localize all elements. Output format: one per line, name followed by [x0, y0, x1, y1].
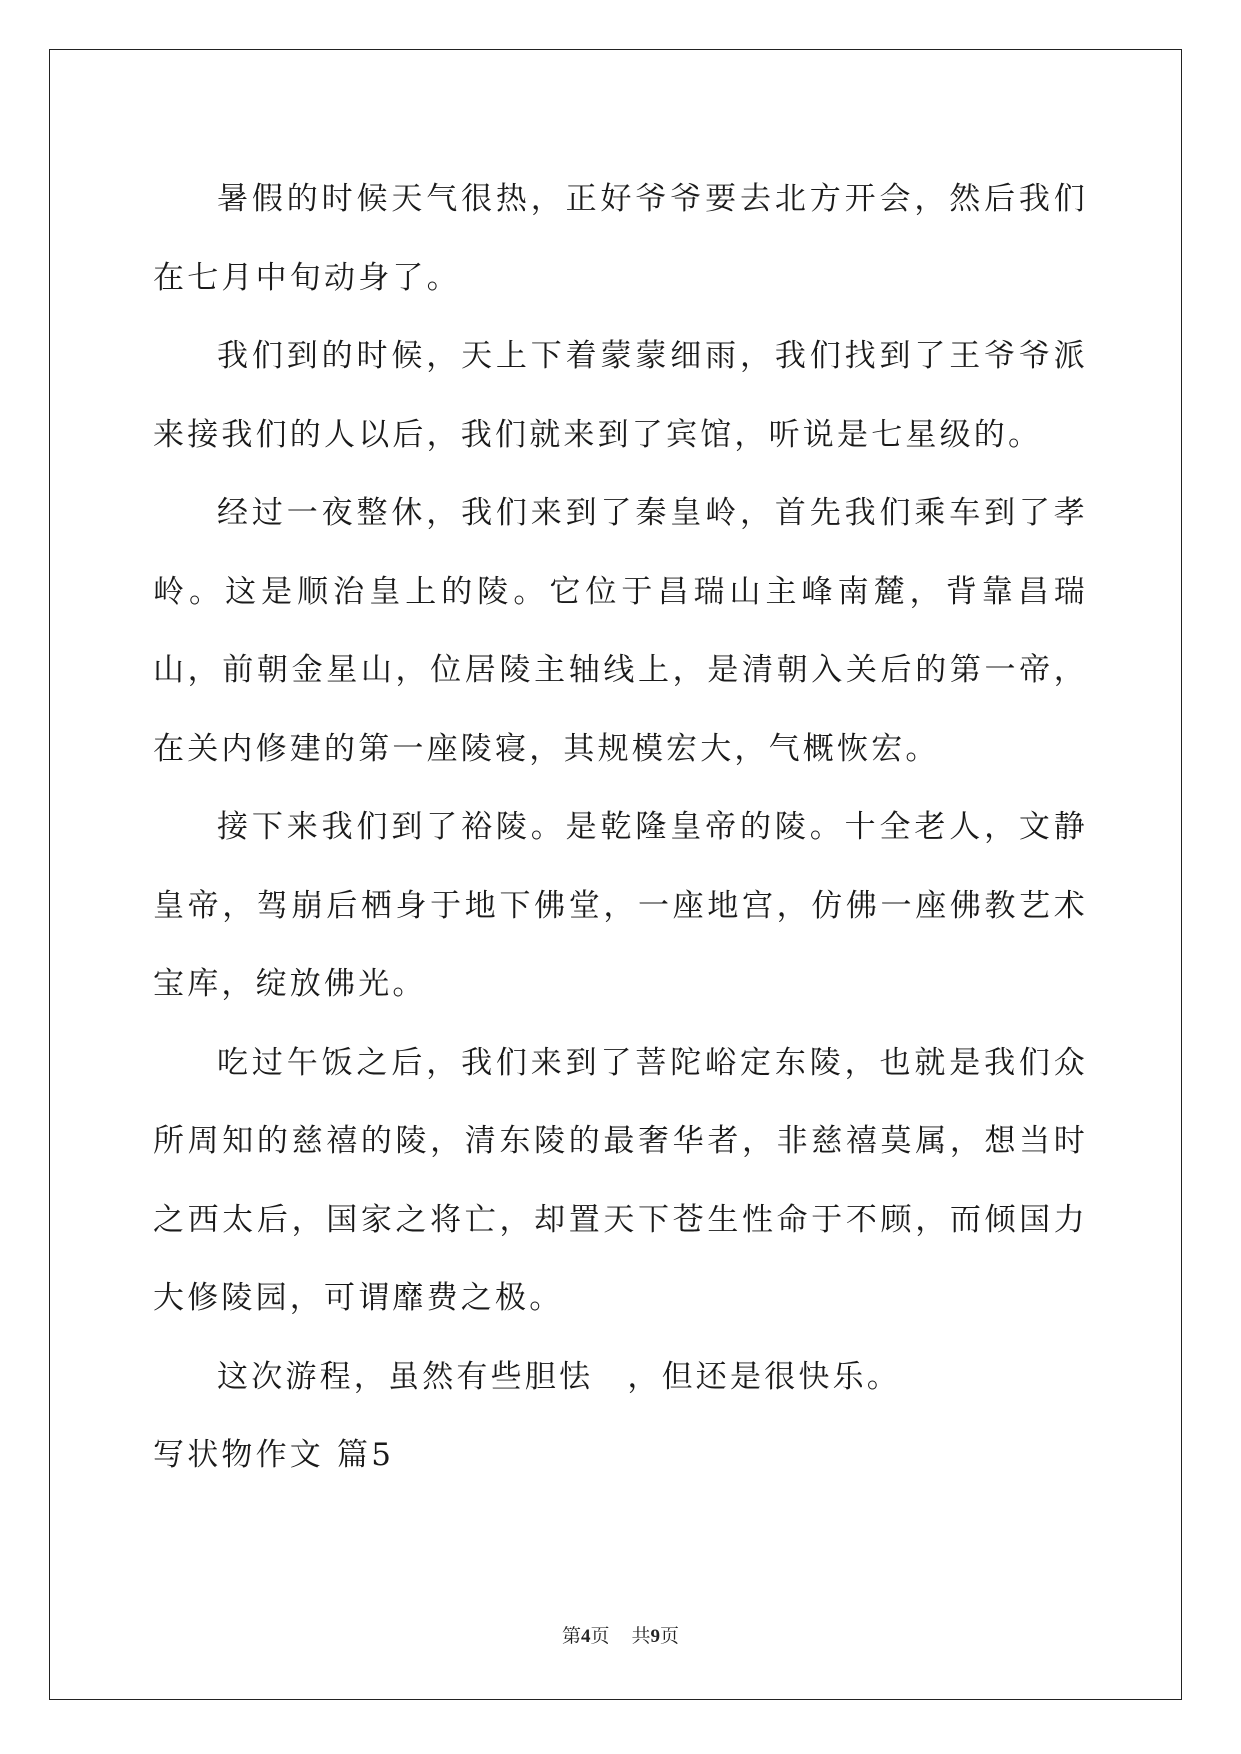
footer-total-pages: 9 — [650, 1626, 661, 1647]
document-body — [153, 160, 1088, 1495]
footer-total-prefix: 共 — [631, 1626, 651, 1647]
paragraph-5: 吃过午饭之后，我们来到了菩陀峪定东陵，也就是我们众所周知的慈禧的陵，清东陵的最奢华者，非慈禧莫属，想当时之西太后，国家之将亡，却置天下苍生性命于不顾，而倾国力大修陵园，可谓靡费之极。 — [153, 1044, 1088, 1316]
footer-current-page: 4 — [580, 1626, 591, 1647]
footer-prefix: 第 — [561, 1626, 581, 1647]
footer-total-unit: 页 — [660, 1626, 680, 1647]
page-footer — [0, 1621, 1241, 1648]
paragraph-6: 这次游程，虽然有些胆怯 ，但还是很快乐。 — [217, 1358, 901, 1395]
footer-page-unit: 页 — [590, 1626, 610, 1647]
paragraph-1: 暑假的时候天气很热，正好爷爷要去北方开会，然后我们在七月中旬动身了。 — [153, 181, 1088, 296]
paragraph-3: 经过一夜整休，我们来到了秦皇岭，首先我们乘车到了孝岭。这是顺治皇上的陵。它位于昌瑞山主峰南麓，背靠昌瑞山，前朝金星山，位居陵主轴线上，是清朝入关后的第一帝，在关内修建的第一座陵寝，其规模宏大，气概恢宏。 — [153, 495, 1088, 767]
paragraph-2: 我们到的时候，天上下着蒙蒙细雨，我们找到了王爷爷派来接我们的人以后，我们就来到了宾馆，听说是七星级的。 — [153, 338, 1088, 453]
section-heading: 写状物作文 篇5 — [153, 1437, 395, 1473]
paragraph-4: 接下来我们到了裕陵。是乾隆皇帝的陵。十全老人，文静皇帝，驾崩后栖身于地下佛堂，一座地宫，仿佛一座佛教艺术宝库，绽放佛光。 — [153, 809, 1088, 1002]
